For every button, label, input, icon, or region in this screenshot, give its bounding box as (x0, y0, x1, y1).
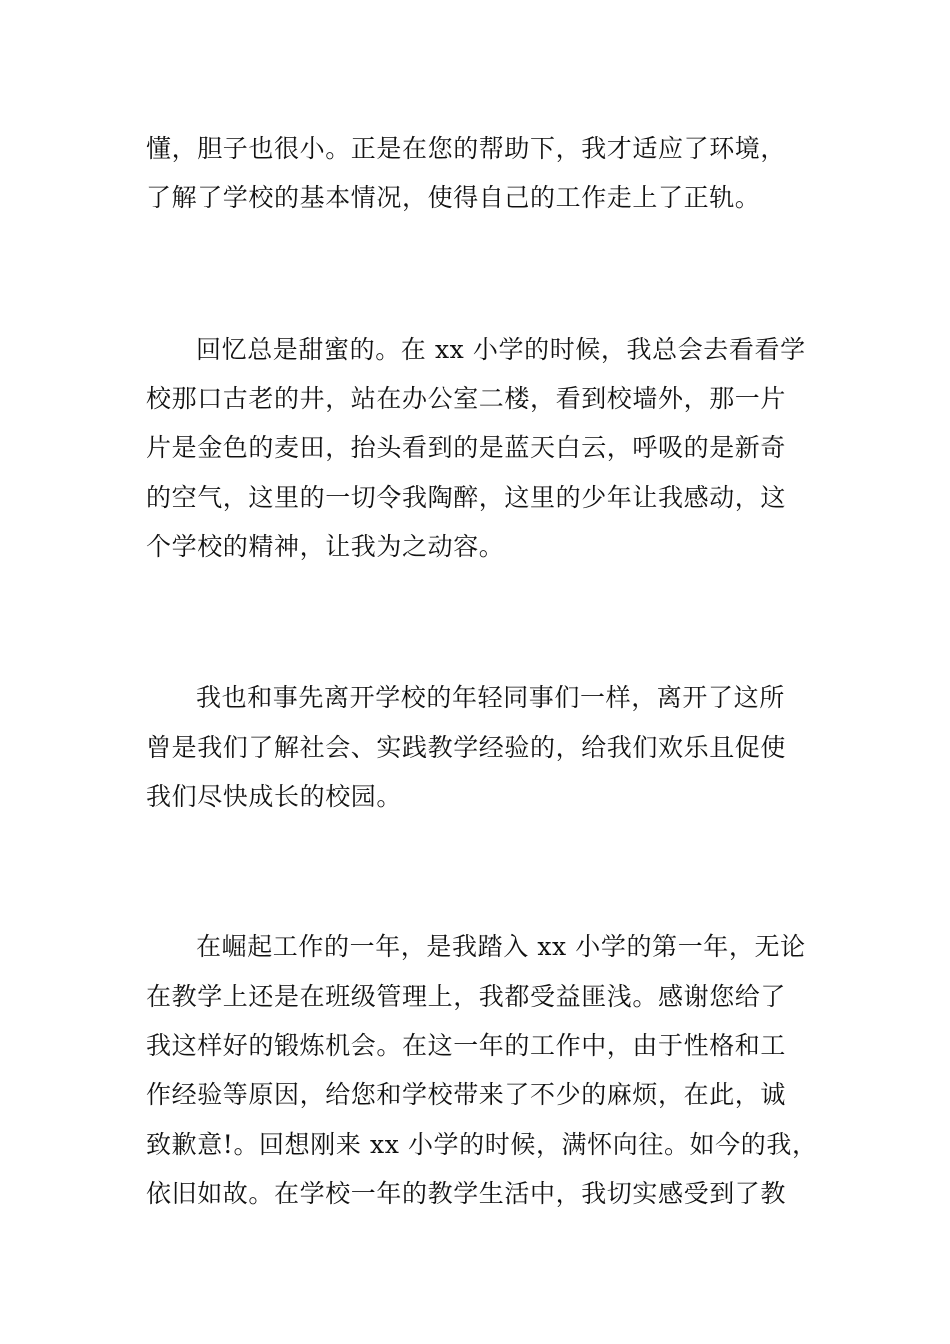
paragraph-1-line-2: 了解了学校的基本情况，使得自己的工作走上了正轨。 (146, 183, 761, 212)
paragraph-3-line-3: 我们尽快成长的校园。 (146, 782, 403, 811)
paragraph-2-line-2: 校那口古老的井，站在办公室二楼，看到校墙外，那一片 (146, 384, 787, 413)
paragraph-3-line-2: 曾是我们了解社会、实践教学经验的，给我们欢乐且促使 (146, 733, 787, 762)
paragraph-2-line-4: 的空气，这里的一切令我陶醉，这里的少年让我感动，这 (146, 483, 787, 512)
paragraph-1-line-1: 懂，胆子也很小。正是在您的帮助下，我才适应了环境， (146, 134, 787, 163)
paragraph-4-line-5: 致歉意!。回想刚来 xx 小学的时候，满怀向往。如今的我， (146, 1130, 818, 1159)
paragraph-2-line-5: 个学校的精神，让我为之动容。 (146, 532, 505, 561)
paragraph-4-line-2: 在教学上还是在班级管理上，我都受益匪浅。感谢您给了 (146, 982, 787, 1011)
paragraph-4-line-3: 我这样好的锻炼机会。在这一年的工作中，由于性格和工 (146, 1031, 787, 1060)
paragraph-3-line-1: 我也和事先离开学校的年轻同事们一样，离开了这所 (196, 683, 785, 712)
paragraph-2-line-1: 回忆总是甜蜜的。在 xx 小学的时候，我总会去看看学 (196, 335, 806, 364)
paragraph-4-line-1: 在崛起工作的一年，是我踏入 xx 小学的第一年，无论 (196, 932, 806, 961)
paragraph-4-line-6: 依旧如故。在学校一年的教学生活中，我切实感受到了教 (146, 1179, 787, 1208)
paragraph-2-line-3: 片是金色的麦田，抬头看到的是蓝天白云，呼吸的是新奇 (146, 433, 787, 462)
paragraph-4-line-4: 作经验等原因，给您和学校带来了不少的麻烦，在此，诚 (146, 1080, 787, 1109)
